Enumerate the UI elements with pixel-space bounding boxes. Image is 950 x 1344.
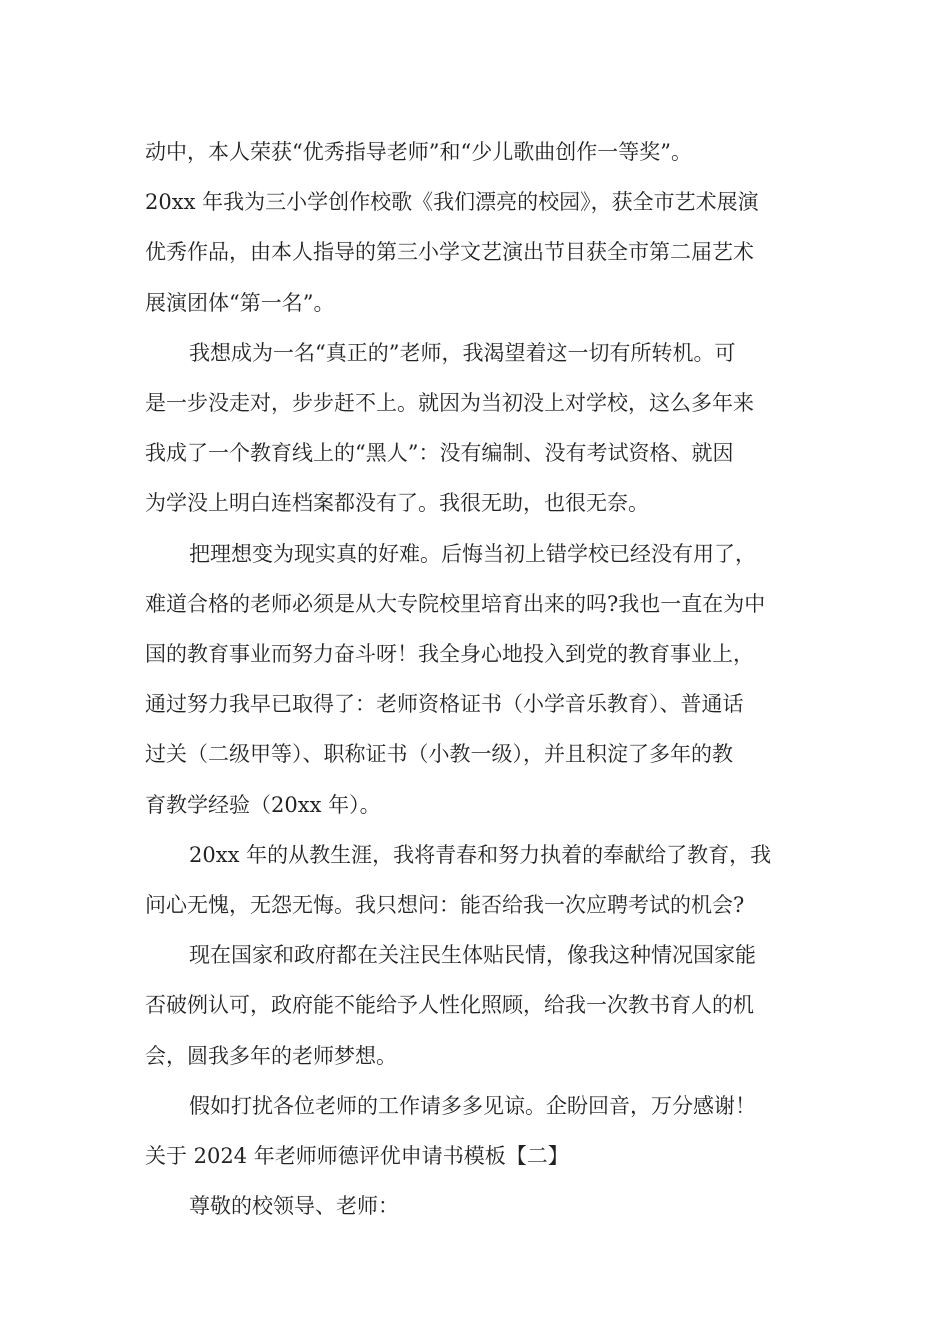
salutation-text: 尊敬的校领导、老师：: [189, 1194, 399, 1219]
text-line: 假如打扰各位老师的工作请多多见谅。企盼回音，万分感谢！: [189, 1093, 756, 1118]
text-line: 否破例认可，政府能不能给予人性化照顾，给我一次教书育人的机: [145, 993, 754, 1018]
document-body: [145, 127, 815, 1231]
section-heading: 关于 2024 年老师师德评优申请书模板【二】: [145, 1144, 569, 1169]
paragraph-aspiration: [145, 328, 815, 529]
text-line: 国的教育事业而努力奋斗呀！我全身心地投入到党的教育事业上，: [145, 642, 754, 667]
text-line: 是一步没走对，步步赶不上。就因为当初没上对学校，这么多年来: [145, 391, 754, 416]
text-line: 过关（二级甲等）、职称证书（小教一级），并且积淀了多年的教: [145, 742, 733, 767]
text-line: 问心无愧，无怨无悔。我只想问：能否给我一次应聘考试的机会?: [145, 893, 745, 918]
text-line: 我想成为一名“真正的”老师，我渴望着这一切有所转机。可: [189, 340, 736, 365]
text-line: 20xx 年的从教生涯，我将青春和努力执着的奉献给了教育，我: [189, 842, 772, 867]
paragraph-closing: [145, 1081, 815, 1131]
paragraph-request: [145, 930, 815, 1081]
text-line: 现在国家和政府都在关注民生体贴民情，像我这种情况国家能: [189, 943, 756, 968]
text-line: 通过努力我早已取得了：老师资格证书（小学音乐教育）、普通话: [145, 692, 744, 717]
paragraph-salutation: [145, 1181, 815, 1231]
text-line: 为学没上明白连档案都没有了。我很无助，也很无奈。: [145, 491, 649, 516]
text-line: 难道合格的老师必须是从大专院校里培育出来的吗?我也一直在为中: [145, 591, 766, 616]
text-line: 育教学经验（20xx 年）。: [145, 792, 381, 817]
paragraph-career: [145, 830, 815, 930]
text-line: 动中，本人荣获“优秀指导老师”和“少儿歌曲创作一等奖”。: [145, 140, 692, 164]
text-line: 20xx 年我为三小学创作校歌《我们漂亮的校园》，获全市艺术展演: [145, 190, 759, 215]
paragraph-qualifications: [145, 529, 815, 830]
text-line: 会，圆我多年的老师梦想。: [145, 1043, 397, 1068]
text-line: 展演团体“第一名”。: [145, 290, 335, 315]
text-line: 把理想变为现实真的好难。后悔当初上错学校已经没有用了，: [189, 541, 756, 566]
paragraph-awards: [145, 127, 815, 328]
text-line: 我成了一个教育线上的“黑人”：没有编制、没有考试资格、就因: [145, 441, 734, 466]
text-line: 优秀作品，由本人指导的第三小学文艺演出节目获全市第二届艺术: [145, 240, 754, 265]
